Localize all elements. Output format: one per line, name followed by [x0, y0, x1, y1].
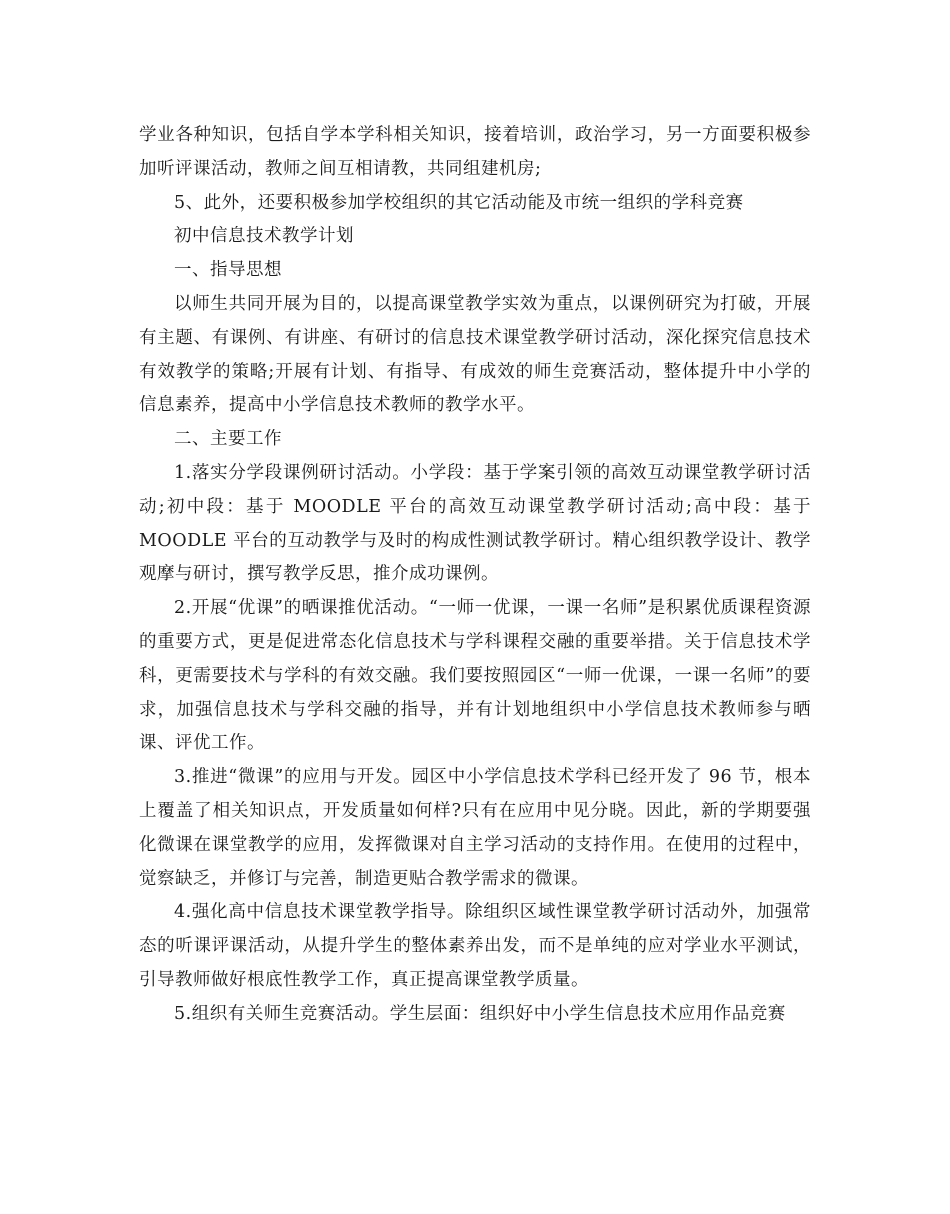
- document-body: [139, 119, 811, 1032]
- paragraph-guiding-ideology: 以师生共同开展为目的，以提高课堂教学实效为重点，以课例研究为打破，开展有主题、有课例、有讲座、有研讨的信息技术课堂教学研讨活动，深化探究信息技术有效教学的策略;开展有计划、有指导、有成效的师生竞赛活动，整体提升中小学的信息素养，提高中小学信息技术教师的教学水平。: [139, 293, 811, 416]
- section-heading-guiding-ideology: 一、指导思想: [174, 260, 282, 281]
- document-title: 初中信息技术教学计划: [174, 226, 354, 247]
- paragraph-work-item-4: 4.强化高中信息技术课堂教学指导。除组织区域性课堂教学研讨活动外，加强常态的听课评课活动，从提升学生的整体素养出发，而不是单纯的应对学业水平测试，引导教师做好根底性教学工作，真正提高课堂教学质量。: [139, 902, 811, 990]
- paragraph-item-5: 5、此外，还要积极参加学校组织的其它活动能及市统一组织的学科竞赛: [174, 192, 744, 213]
- paragraph-work-item-2: 2.开展“优课”的晒课推优活动。“一师一优课，一课一名师”是积累优质课程资源的重要方式，更是促进常态化信息技术与学科课程交融的重要举措。关于信息技术学科，更需要技术与学科的有效交融。我们要按照园区“一师一优课，一课一名师”的要求，加强信息技术与学科交融的指导，并有计划地组织中小学信息技术教师参与晒课、评优工作。: [139, 598, 811, 754]
- paragraph-work-item-3: 3.推进“微课”的应用与开发。园区中小学信息技术学科已经开发了 96 节，根本上覆盖了相关知识点，开发质量如何样?只有在应用中见分晓。因此，新的学期要强化微课在课堂教学的应用，发挥微课对自主学习活动的支持作用。在使用的过程中，觉察缺乏，并修订与完善，制造更贴合教学需求的微课。: [139, 767, 811, 889]
- paragraph-work-item-5: 5.组织有关师生竞赛活动。学生层面：组织好中小学生信息技术应用作品竞赛: [174, 1003, 786, 1024]
- paragraph-work-item-1: 1.落实分学段课例研讨活动。小学段：基于学案引领的高效互动课堂教学研讨活动;初中段：基于 MOODLE 平台的高效互动课堂教学研讨活动;高中段：基于 MOODLE 平台的互动教学与及时的构成性测试教学研讨。精心组织教学设计、教学观摩与研讨，撰写教学反思，推介成功课例。: [139, 462, 811, 585]
- paragraph-continuation: 学业各种知识，包括自学本学科相关知识，接着培训，政治学习，另一方面要积极参加听评课活动，教师之间互相请教，共同组建机房;: [139, 125, 811, 179]
- section-heading-main-work: 二、主要工作: [174, 429, 282, 450]
